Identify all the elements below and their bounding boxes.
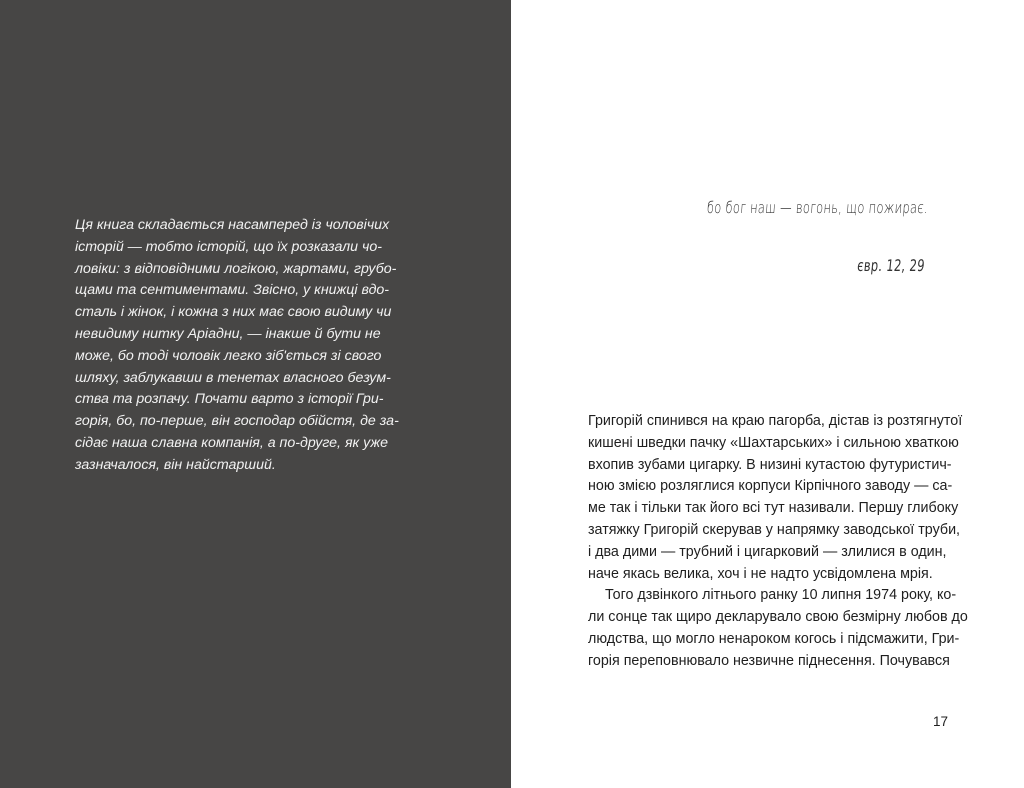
intro-line: зазначалося, він найстарший. bbox=[75, 456, 276, 473]
intro-line: ства та розпачу. Почати варто з історії Гри- bbox=[75, 391, 384, 408]
body-line: горія переповнювало незвичне піднесення. Почувався bbox=[588, 652, 950, 669]
body-line: Того дзвінкого літнього ранку 10 липня 1974 року, ко- bbox=[605, 587, 957, 604]
body-line: людства, що могло ненароком когось і підсмажити, Гри- bbox=[588, 630, 960, 647]
body-text bbox=[588, 411, 968, 673]
intro-line: Ця книга складається насамперед із чоловічих bbox=[75, 217, 390, 233]
epigraph-source: євр. 12, 29 bbox=[856, 256, 926, 275]
epigraph-quote: бо бог наш — вогонь, що пожирає. bbox=[706, 198, 929, 217]
body-line: кишені шведки пачку «Шахтарських» і сильною хваткою bbox=[588, 434, 959, 451]
body-line: ною змією розляглися корпуси Кірпічного заводу — са- bbox=[588, 478, 953, 495]
body-line: Григорій спинився на краю пагорба, дістав із розтягнутої bbox=[588, 413, 963, 429]
intro-line: історій — тобто історій, що їх розказали чо- bbox=[75, 238, 382, 255]
body-line: ли сонце так щиро декларувало свою безмірну любов до bbox=[588, 609, 968, 626]
intro-line: горія, бо, по-перше, він господар обійстя, де за- bbox=[75, 413, 399, 430]
body-line: вхопив зубами цигарку. В низині кутастою футуристич- bbox=[588, 456, 952, 473]
body-line: наче якась велика, хоч і не надто усвідомлена мрія. bbox=[588, 565, 933, 582]
intro-line: шляху, заблукавши в тенетах власного безум- bbox=[75, 369, 391, 386]
left-page bbox=[0, 0, 511, 788]
intro-line: може, бо тоді чоловік легко зіб'ється зі свого bbox=[75, 347, 382, 364]
intro-line: сідає наша славна компанія, а по-друге, як уже bbox=[75, 434, 389, 451]
intro-line: щами та сентиментами. Звісно, у книжці вдо- bbox=[75, 282, 390, 299]
intro-paragraph bbox=[75, 215, 405, 477]
body-line: затяжку Григорій скерував у напрямку заводської труби, bbox=[588, 521, 961, 538]
intro-line: сталь і жінок, і кожна з них має свою видиму чи bbox=[75, 304, 392, 321]
body-line: ме так і тільки так його всі тут називали. Першу глибоку bbox=[588, 500, 959, 517]
intro-line: ловіки: з відповідними логікою, жартами, грубо- bbox=[75, 260, 397, 277]
body-line: і два дими — трубний і цигарковий — злилися в один, bbox=[588, 543, 947, 560]
intro-line: невидиму нитку Аріадни, — інакше й бути не bbox=[75, 325, 381, 342]
page-number: 17 bbox=[932, 714, 948, 729]
